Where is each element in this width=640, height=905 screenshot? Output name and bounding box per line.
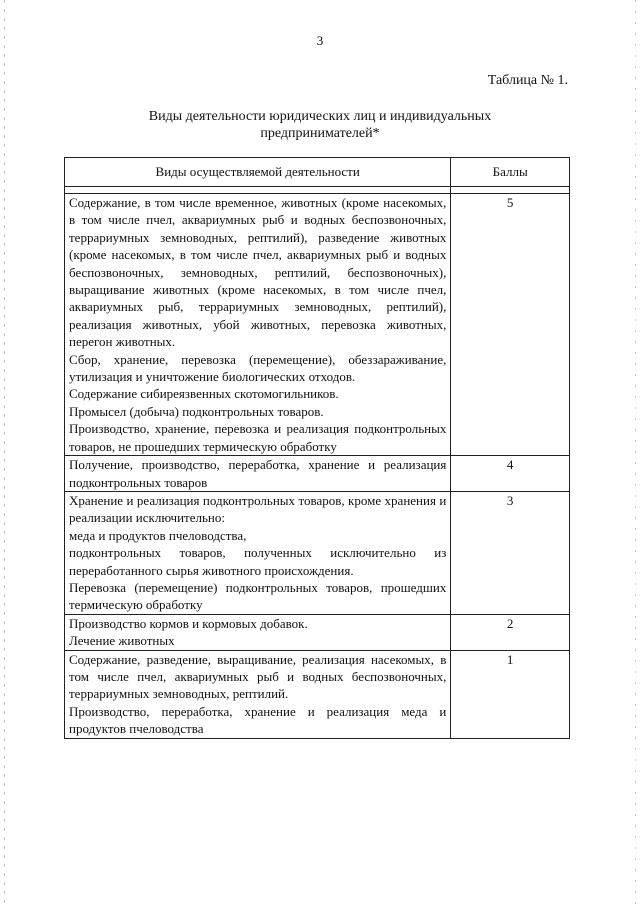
activity-paragraph: Сбор, хранение, перевозка (перемещение), обеззараживание, утилизация и уничтожение биологических отходов. — [69, 351, 447, 385]
score-cell: 2 — [451, 614, 570, 650]
scan-edge-right — [635, 0, 636, 905]
activity-paragraph: подконтрольных товаров, полученных исключительно из переработанного сырья животного происхождения. — [69, 545, 447, 578]
spacer-cell — [65, 187, 451, 194]
score-cell: 1 — [451, 650, 570, 738]
table-header-row — [65, 158, 570, 187]
activity-paragraph: Получение, производство, переработка, хранение и реализация подконтрольных товаров — [69, 457, 447, 490]
score-cell: 3 — [451, 491, 570, 614]
activity-paragraph: Производство, хранение, перевозка и реализация подконтрольных товаров, не прошедших термическую обработку — [69, 421, 447, 454]
header-score: Баллы — [451, 158, 570, 187]
activity-cell — [65, 614, 451, 650]
activity-paragraph: Хранение и реализация подконтрольных товаров, кроме хранения и реализации исключительно: — [69, 492, 447, 526]
spacer-cell — [451, 187, 570, 194]
table-row — [65, 194, 570, 456]
activity-paragraph: Содержание, в том числе временное, животных (кроме насекомых, в том числе пчел, аквариумных рыб и водных беспозвоночных, террариумных земноводных, рептилий), разведение животных (кроме насекомых, в том числе пчел, аквариумных рыб и водных беспозвоночных, земноводных, рептилий, беспозвоночных), выращивание животных (кроме насекомых, в том числе пчел, аквариумных рыб, террариумных земноводных, рептилий), реализация животных, убой животных, перевозка животных, перегон животных. — [69, 195, 447, 350]
activity-paragraph: Промысел (добыча) подконтрольных товаров. — [69, 403, 324, 419]
table-row — [65, 456, 570, 492]
activity-paragraph: Производство кормов и кормовых добавок. — [69, 615, 308, 631]
table-title-line-2: предпринимателей* — [260, 126, 380, 141]
activity-paragraph: Перевозка (перемещение) подконтрольных товаров, прошедших термическую обработку — [69, 579, 447, 613]
activity-cell — [65, 491, 451, 614]
activity-cell — [65, 650, 451, 738]
activity-paragraph: Содержание сибиреязвенных скотомогильников. — [69, 386, 339, 402]
scan-edge-left — [4, 0, 5, 905]
table-title-line-1: Виды деятельности юридических лиц и индивидуальных — [148, 109, 492, 124]
activity-cell — [65, 194, 451, 456]
table-label: Таблица № 1. — [487, 73, 568, 88]
activity-paragraph: меда и продуктов пчеловодства, — [69, 527, 247, 543]
table-spacer-row — [65, 187, 570, 194]
activity-paragraph: Лечение животных — [69, 633, 175, 649]
score-cell: 4 — [451, 456, 570, 492]
table-row — [65, 491, 570, 614]
activity-paragraph: Производство, переработка, хранение и реализация меда и продуктов пчеловодства — [69, 703, 447, 737]
header-activity: Виды осуществляемой деятельности — [65, 158, 451, 187]
activity-score-table — [64, 157, 570, 739]
table-row — [65, 614, 570, 650]
page-number: 3 — [316, 33, 324, 48]
activity-paragraph: Содержание, разведение, выращивание, реализация насекомых, в том числе пчел, аквариумных рыб и водных беспозвоночных, террариумных земноводных, рептилий. — [69, 651, 447, 702]
table-row — [65, 650, 570, 738]
table-title — [60, 108, 580, 142]
score-cell: 5 — [451, 194, 570, 456]
activity-cell — [65, 456, 451, 492]
